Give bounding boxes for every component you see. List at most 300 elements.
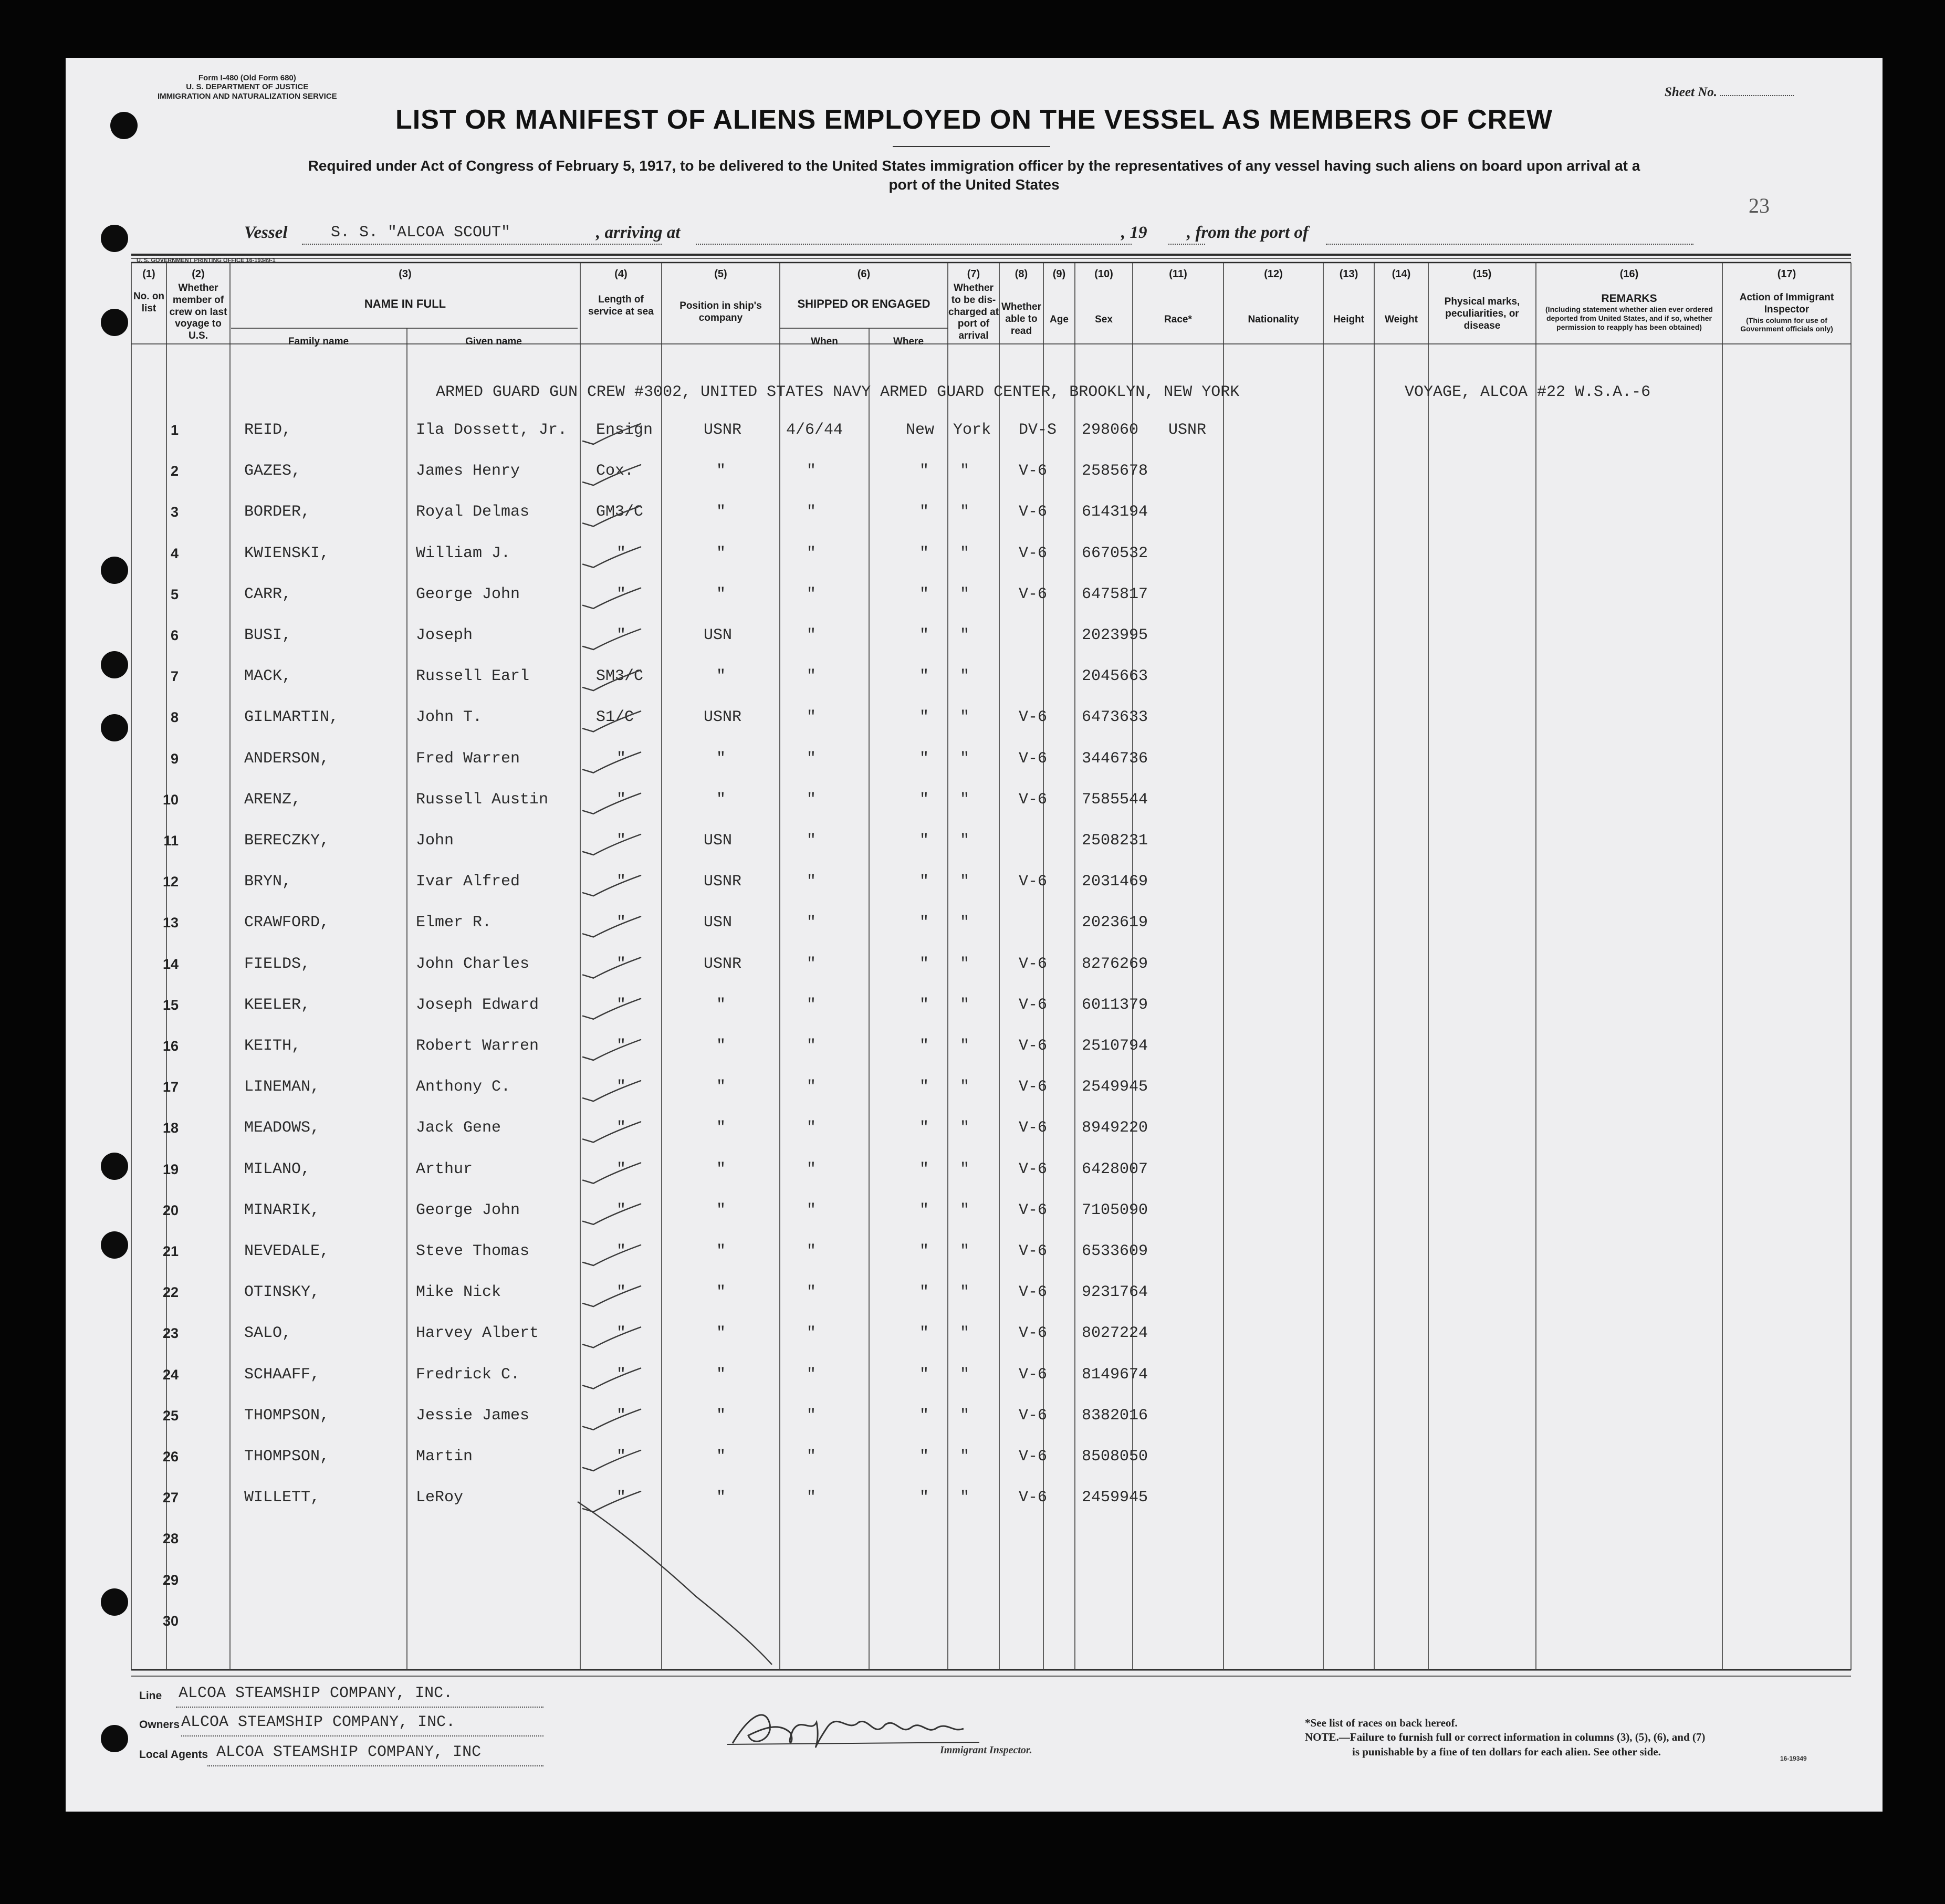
family-name-cell: BRYN, — [244, 873, 292, 891]
given-name-cell: Martin — [416, 1448, 473, 1466]
subtitle-line-2: port of the United States — [888, 176, 1060, 193]
shipped-when-cell: " — [806, 462, 816, 480]
shipped-where-cell: " — [919, 873, 929, 891]
able-to-read-cell: DV-S — [1019, 421, 1057, 439]
shipped-where-cell: " — [919, 503, 929, 521]
shipped-where-cell: " — [919, 1489, 929, 1507]
row-number: 18 — [162, 1120, 179, 1136]
service-cell: " — [616, 1160, 626, 1178]
able-to-read-cell: V-6 — [1019, 1283, 1048, 1302]
position-cell: " — [716, 1119, 726, 1137]
discharged-cell: " — [959, 1365, 969, 1384]
position-cell: USN — [704, 832, 733, 850]
position-cell: " — [716, 1201, 726, 1219]
shipped-when-cell: " — [806, 1037, 816, 1055]
row-number: 10 — [162, 791, 179, 808]
position-cell: USNR — [704, 421, 742, 439]
service-cell: S1/C — [596, 708, 634, 727]
shipped-when-cell: " — [806, 1201, 816, 1219]
shipped-when-cell: " — [806, 996, 816, 1014]
position-cell: " — [716, 462, 726, 480]
row-number: 5 — [170, 586, 179, 602]
col-height-header: (13) Height — [1333, 268, 1365, 325]
shipped-where-cell: " — [919, 708, 929, 727]
position-cell: " — [716, 667, 726, 686]
given-name-cell: John — [416, 832, 454, 850]
pen-check-mark — [583, 790, 641, 814]
col-nationality-header: (12) Nationality — [1248, 268, 1299, 325]
able-to-read-cell: V-6 — [1019, 708, 1048, 727]
col-sex-header: (10) Sex — [1094, 268, 1113, 325]
row-number: 21 — [162, 1243, 179, 1259]
position-cell: " — [716, 996, 726, 1014]
service-number-cell: 2023619 — [1082, 914, 1148, 932]
family-name-cell: REID, — [244, 421, 292, 439]
pen-check-mark — [583, 1040, 641, 1060]
pen-check-mark — [583, 506, 641, 526]
position-cell: USNR — [704, 955, 742, 973]
position-cell: " — [716, 1078, 726, 1096]
row-number: 22 — [162, 1284, 179, 1301]
shipped-where-cell: " — [919, 1324, 929, 1343]
shipped-when-cell: " — [806, 1119, 816, 1137]
given-name-cell: Joseph Edward — [416, 996, 539, 1014]
shipped-where-cell: " — [919, 1242, 929, 1260]
vessel-label: Vessel — [244, 223, 288, 242]
able-to-read-cell: V-6 — [1019, 1324, 1048, 1343]
pen-check-mark — [583, 1327, 641, 1347]
given-name-cell: Anthony C. — [416, 1078, 511, 1096]
family-name-cell: THOMPSON, — [244, 1406, 330, 1425]
shipped-when-cell: " — [806, 1489, 816, 1507]
shipped-when-cell: " — [806, 1078, 816, 1096]
service-cell: " — [616, 832, 626, 850]
family-name-cell: BORDER, — [244, 503, 311, 521]
given-name-cell: James Henry — [416, 462, 520, 480]
crew-note: ARMED GUARD GUN CREW #3002, UNITED STATES NAVY ARMED GUARD CENTER, BROOKLYN, NEW YORK — [436, 383, 1240, 401]
penalty-note-1: NOTE.—Failure to furnish full or correct information in columns (3), (5), (6), and (7) — [1305, 1731, 1706, 1744]
service-cell: " — [616, 914, 626, 932]
able-to-read-cell: V-6 — [1019, 1448, 1048, 1466]
col-action-header: (17) Action of Immigrant Inspector (This column for use of Government officials only) — [1739, 268, 1834, 333]
shipped-where-cell: " — [919, 1201, 929, 1219]
given-name-cell: Royal Delmas — [416, 503, 530, 521]
shipped-where-cell: " — [919, 996, 929, 1014]
discharged-cell: " — [959, 873, 969, 891]
given-name-cell: Steve Thomas — [416, 1242, 530, 1260]
row-number: 28 — [162, 1531, 179, 1547]
given-name-cell: Fredrick C. — [416, 1365, 520, 1384]
service-cell: " — [616, 1365, 626, 1384]
given-name-cell: Jack Gene — [416, 1119, 501, 1137]
able-to-read-cell: V-6 — [1019, 1078, 1048, 1096]
position-cell: USNR — [704, 873, 742, 891]
printing-office-note: U. S. GOVERNMENT PRINTING OFFICE 16-19349-1 — [137, 257, 276, 264]
col-where-header: Where — [893, 336, 924, 347]
col-race-header: (11) Race* — [1164, 268, 1192, 325]
pen-check-mark — [583, 1081, 641, 1101]
row-number: 13 — [162, 915, 179, 931]
pen-check-mark — [583, 999, 641, 1019]
pen-check-mark — [583, 1122, 641, 1142]
discharged-cell: " — [959, 1078, 969, 1096]
shipped-where-cell: " — [919, 1448, 929, 1466]
row-number: 14 — [162, 956, 179, 972]
able-to-read-cell: V-6 — [1019, 1037, 1048, 1055]
row-number: 1 — [170, 422, 179, 438]
shipped-where-cell: " — [919, 832, 929, 850]
pen-check-mark — [583, 1365, 641, 1389]
row-number: 17 — [162, 1079, 179, 1095]
given-name-cell: Mike Nick — [416, 1283, 501, 1302]
shipped-where-cell: " — [919, 1078, 929, 1096]
pen-check-mark — [583, 588, 641, 609]
service-cell: " — [616, 1283, 626, 1302]
service-number-cell: 8149674 — [1082, 1365, 1148, 1384]
service-cell: Cox. — [596, 462, 634, 480]
shipped-when-cell: " — [806, 626, 816, 644]
family-name-cell: KWIENSKI, — [244, 544, 330, 562]
position-cell: " — [716, 1242, 726, 1260]
service-number-cell: 298060 — [1082, 421, 1139, 439]
pen-check-mark — [583, 1163, 641, 1184]
pen-check-mark — [583, 465, 641, 485]
able-to-read-cell: V-6 — [1019, 873, 1048, 891]
family-name-cell: THOMPSON, — [244, 1448, 330, 1466]
service-number-cell: 3446736 — [1082, 749, 1148, 768]
row-number: 7 — [170, 668, 179, 685]
shipped-where-cell: " — [919, 790, 929, 809]
family-name-cell: MEADOWS, — [244, 1119, 320, 1137]
service-number-cell: 6475817 — [1082, 585, 1148, 603]
race-note: *See list of races on back hereof. — [1305, 1717, 1458, 1729]
service-cell: GM3/C — [596, 503, 644, 521]
given-name-cell: Ivar Alfred — [416, 873, 520, 891]
family-name-cell: CARR, — [244, 585, 292, 603]
service-cell: Ensign — [596, 421, 653, 439]
service-cell: " — [616, 585, 626, 603]
row-number: 8 — [170, 709, 179, 726]
position-cell: USN — [704, 914, 733, 932]
service-cell: SM3/C — [596, 667, 644, 686]
col-remarks-header: (16) REMARKS (Including statement whether alien ever ordered deported from United States, and if so, whether permission to reapply has been obtained) — [1545, 268, 1713, 331]
service-number-cell: 2045663 — [1082, 667, 1148, 686]
pen-check-mark — [583, 711, 641, 731]
shipped-when-cell: " — [806, 873, 816, 891]
discharged-cell: " — [959, 503, 969, 521]
discharged-cell: " — [959, 1119, 969, 1137]
service-number-cell: 6143194 — [1082, 503, 1148, 521]
col-no-header: (1) No. on list — [133, 268, 165, 314]
row-number: 27 — [162, 1490, 179, 1506]
pen-check-mark — [583, 958, 641, 978]
service-cell: " — [616, 1201, 626, 1219]
given-name-cell: Robert Warren — [416, 1037, 539, 1055]
discharged-cell: " — [959, 749, 969, 768]
service-number-cell: 2031469 — [1082, 873, 1148, 891]
able-to-read-cell: V-6 — [1019, 1489, 1048, 1507]
position-cell: " — [716, 585, 726, 603]
shipped-where-cell: " — [919, 1365, 929, 1384]
discharged-cell: " — [959, 1201, 969, 1219]
position-cell: " — [716, 1037, 726, 1055]
col-shipped-header: (6) SHIPPED OR ENGAGED — [797, 268, 930, 310]
discharged-cell: York — [953, 421, 991, 439]
shipped-when-cell: " — [806, 1365, 816, 1384]
position-cell: USN — [704, 626, 733, 644]
given-name-cell: LeRoy — [416, 1489, 464, 1507]
position-cell: " — [716, 1283, 726, 1302]
service-cell: " — [616, 626, 626, 644]
pen-check-mark — [583, 544, 641, 568]
position-cell: " — [716, 1324, 726, 1343]
form-number: Form I-480 (Old Form 680) — [198, 74, 296, 82]
family-name-cell: BUSI, — [244, 626, 292, 644]
family-name-cell: FIELDS, — [244, 955, 311, 973]
shipped-when-cell: " — [806, 832, 816, 850]
discharged-cell: " — [959, 585, 969, 603]
shipped-when-cell: " — [806, 914, 816, 932]
row-number: 25 — [162, 1407, 179, 1424]
line-underline — [176, 1707, 543, 1708]
row-number: 3 — [170, 504, 179, 520]
discharged-cell: " — [959, 1160, 969, 1178]
form-code: 16-19349 — [1780, 1755, 1807, 1762]
service-number-cell: 2510794 — [1082, 1037, 1148, 1055]
shipped-when-cell: 4/6/44 — [786, 421, 843, 439]
col-discharged-header: (7) Whether to be dis-charged at port of arrival — [948, 268, 999, 342]
row-number: 23 — [162, 1325, 179, 1342]
able-to-read-cell: V-6 — [1019, 1119, 1048, 1137]
page-number: 23 — [1749, 194, 1770, 217]
service-cell: " — [616, 790, 626, 809]
shipped-when-cell: " — [806, 749, 816, 768]
family-name-cell: ARENZ, — [244, 790, 301, 809]
pen-check-mark — [583, 670, 641, 691]
discharged-cell: " — [959, 832, 969, 850]
shipped-when-cell: " — [806, 955, 816, 973]
discharged-cell: " — [959, 1037, 969, 1055]
position-cell: " — [716, 1160, 726, 1178]
shipped-when-cell: " — [806, 667, 816, 686]
service-cell: " — [616, 1242, 626, 1260]
col-physical-marks-header: (15) Physical marks, peculiarities, or disease — [1444, 268, 1520, 331]
family-name-cell: NEVEDALE, — [244, 1242, 330, 1260]
given-name-cell: George John — [416, 1201, 520, 1219]
owners-value: ALCOA STEAMSHIP COMPANY, INC. — [181, 1713, 456, 1731]
page-title: LIST OR MANIFEST OF ALIENS EMPLOYED ON THE VESSEL AS MEMBERS OF CREW — [395, 104, 1553, 135]
service-number-cell: 7105090 — [1082, 1201, 1148, 1219]
given-name-cell: John T. — [416, 708, 483, 727]
given-name-cell: Fred Warren — [416, 749, 520, 768]
shipped-when-cell: " — [806, 585, 816, 603]
family-name-cell: SCHAAFF, — [244, 1365, 320, 1384]
given-name-cell: George John — [416, 585, 520, 603]
inspector-label: Immigrant Inspector. — [940, 1744, 1032, 1756]
service-cell: " — [616, 873, 626, 891]
service-number-cell: 8508050 — [1082, 1448, 1148, 1466]
line-value: ALCOA STEAMSHIP COMPANY, INC. — [179, 1685, 453, 1702]
manifest-sheet — [66, 58, 1883, 1812]
shipped-where-cell: " — [919, 1037, 929, 1055]
vessel-name: S. S. "ALCOA SCOUT" — [331, 224, 511, 242]
col-service-header: (4) Length of service at sea — [588, 268, 654, 317]
family-name-cell: CRAWFORD, — [244, 914, 330, 932]
service-number-cell: 8949220 — [1082, 1119, 1148, 1137]
able-to-read-cell: V-6 — [1019, 1406, 1048, 1425]
pen-check-mark — [583, 424, 641, 444]
service-number-cell: 6670532 — [1082, 544, 1148, 562]
family-name-cell: KEELER, — [244, 996, 311, 1014]
shipped-when-cell: " — [806, 544, 816, 562]
voyage-note: VOYAGE, ALCOA #22 W.S.A.-6 — [1405, 383, 1651, 401]
position-cell: USNR — [704, 708, 742, 727]
year-label: , 19 — [1121, 223, 1147, 242]
row-number: 30 — [162, 1613, 179, 1629]
shipped-where-cell: " — [919, 667, 929, 686]
shipped-when-cell: " — [806, 790, 816, 809]
race-cell: USNR — [1168, 421, 1207, 439]
pen-check-mark — [583, 1491, 641, 1512]
discharged-cell: " — [959, 1242, 969, 1260]
service-cell: " — [616, 1324, 626, 1343]
position-cell: " — [716, 1489, 726, 1507]
service-cell: " — [616, 1406, 626, 1425]
service-cell: " — [616, 1119, 626, 1137]
shipped-when-cell: " — [806, 1242, 816, 1260]
service-number-cell: 2508231 — [1082, 832, 1148, 850]
discharged-cell: " — [959, 955, 969, 973]
local-agents-underline — [207, 1765, 543, 1766]
shipped-when-cell: " — [806, 1283, 816, 1302]
shipped-where-cell: " — [919, 914, 929, 932]
shipped-when-cell: " — [806, 503, 816, 521]
family-name-cell: GILMARTIN, — [244, 708, 339, 727]
discharged-cell: " — [959, 667, 969, 686]
shipped-where-cell: " — [919, 462, 929, 480]
service-number-cell: 7585544 — [1082, 790, 1148, 809]
shipped-where-cell: " — [919, 585, 929, 603]
discharged-cell: " — [959, 790, 969, 809]
given-name-cell: Joseph — [416, 626, 473, 644]
service-number-cell: 2585678 — [1082, 462, 1148, 480]
pen-check-mark — [583, 1245, 641, 1265]
position-cell: " — [716, 1406, 726, 1425]
pen-check-mark — [583, 629, 641, 650]
family-name-cell: KEITH, — [244, 1037, 301, 1055]
discharged-cell: " — [959, 1283, 969, 1302]
pen-check-mark — [583, 749, 641, 773]
position-cell: " — [716, 544, 726, 562]
able-to-read-cell: V-6 — [1019, 1365, 1048, 1384]
discharged-cell: " — [959, 1489, 969, 1507]
row-number: 16 — [162, 1038, 179, 1054]
shipped-where-cell: " — [919, 1160, 929, 1178]
service-number-cell: 2459945 — [1082, 1489, 1148, 1507]
col-last-voyage-header: (2) Whether member of crew on last voyage to U.S. — [169, 268, 227, 342]
row-number: 29 — [162, 1572, 179, 1588]
shipped-when-cell: " — [806, 708, 816, 727]
row-number: 24 — [162, 1366, 179, 1383]
family-name-cell: SALO, — [244, 1324, 292, 1343]
position-cell: " — [716, 749, 726, 768]
service-number-cell: 6533609 — [1082, 1242, 1148, 1260]
family-name-cell: OTINSKY, — [244, 1283, 320, 1302]
shipped-where-cell: " — [919, 1406, 929, 1425]
family-name-cell: LINEMAN, — [244, 1078, 320, 1096]
able-to-read-cell: V-6 — [1019, 585, 1048, 603]
row-number: 12 — [162, 874, 179, 890]
family-name-cell: MINARIK, — [244, 1201, 320, 1219]
able-to-read-cell: V-6 — [1019, 996, 1048, 1014]
owners-label: Owners — [139, 1719, 180, 1731]
pen-check-mark — [583, 916, 641, 937]
position-cell: " — [716, 503, 726, 521]
pen-check-mark — [583, 834, 641, 855]
service-number-cell: 2023995 — [1082, 626, 1148, 644]
service-cell: " — [616, 544, 626, 562]
service-number-cell: 6011379 — [1082, 996, 1148, 1014]
discharged-cell: " — [959, 708, 969, 727]
shipped-when-cell: " — [806, 1406, 816, 1425]
col-name-header: (3) NAME IN FULL — [364, 268, 446, 310]
given-name-cell: Russell Austin — [416, 790, 549, 809]
shipped-where-cell: " — [919, 544, 929, 562]
given-name-cell: Ila Dossett, Jr. — [416, 421, 568, 439]
shipped-when-cell: " — [806, 1448, 816, 1466]
col-family-name-header: Family name — [288, 336, 349, 347]
line-label: Line — [139, 1690, 162, 1702]
row-number: 2 — [170, 463, 179, 479]
given-name-cell: Harvey Albert — [416, 1324, 539, 1343]
row-number: 20 — [162, 1202, 179, 1218]
pen-check-mark — [583, 1450, 641, 1471]
service-name: IMMIGRATION AND NATURALIZATION SERVICE — [158, 91, 337, 101]
col-read-header: (8) Whether able to read — [1001, 268, 1041, 337]
service-number-cell: 9231764 — [1082, 1283, 1148, 1302]
able-to-read-cell: V-6 — [1019, 462, 1048, 480]
service-number-cell: 8382016 — [1082, 1406, 1148, 1425]
service-number-cell: 6473633 — [1082, 708, 1148, 727]
able-to-read-cell: V-6 — [1019, 544, 1048, 562]
subtitle-line-1: Required under Act of Congress of February 5, 1917, to be delivered to the United States immigration officer by the representatives of any vessel having such aliens on board upon arrival at a — [308, 158, 1640, 174]
sheet-number-label: Sheet No. — [1665, 85, 1717, 99]
given-name-cell: Arthur — [416, 1160, 473, 1178]
row-number: 15 — [162, 997, 179, 1013]
row-number: 11 — [163, 833, 179, 849]
family-name-cell: ANDERSON, — [244, 749, 330, 768]
footer-notes — [1305, 1716, 1705, 1759]
service-cell: " — [616, 1037, 626, 1055]
pen-check-mark — [583, 875, 641, 896]
pen-check-mark — [583, 1406, 641, 1430]
position-cell: " — [716, 1448, 726, 1466]
able-to-read-cell: V-6 — [1019, 955, 1048, 973]
discharged-cell: " — [959, 1406, 969, 1425]
col-when-header: When — [811, 336, 838, 347]
pen-check-mark — [583, 1286, 641, 1306]
discharged-cell: " — [959, 626, 969, 644]
row-number: 6 — [170, 627, 179, 643]
given-name-cell: Russell Earl — [416, 667, 530, 686]
shipped-where-cell: " — [919, 626, 929, 644]
family-name-cell: BERECZKY, — [244, 832, 330, 850]
discharged-cell: " — [959, 544, 969, 562]
pen-check-mark — [583, 1204, 641, 1225]
shipped-where-cell: New — [906, 421, 935, 439]
arriving-label: , arriving at — [596, 223, 681, 242]
able-to-read-cell: V-6 — [1019, 1201, 1048, 1219]
